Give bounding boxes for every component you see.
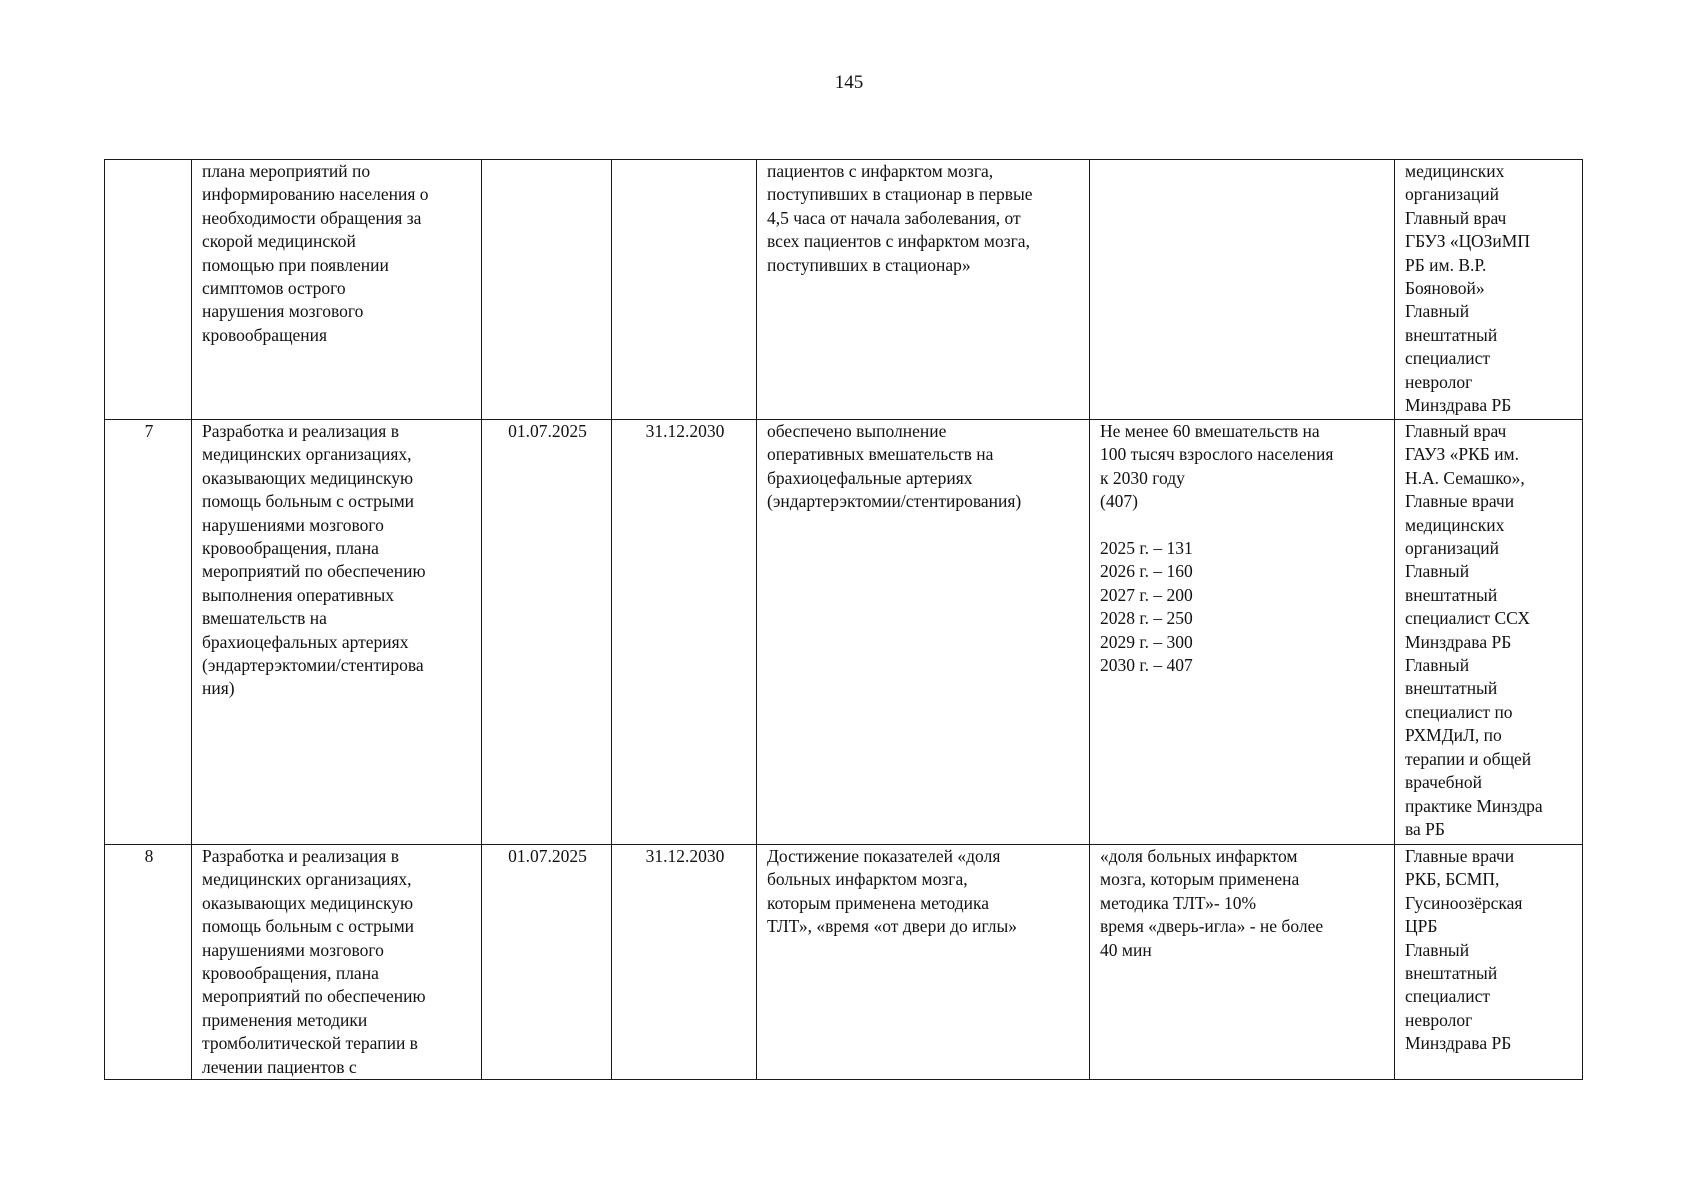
page-number: 145: [834, 72, 864, 93]
end-date-cell: [612, 160, 757, 420]
measure-cell: [192, 845, 482, 1080]
start-date: 01.07.2025: [508, 846, 587, 866]
responsible-text: Главный врач ГАУЗ «РКБ им. Н.А. Семашко», Главные врачи медицинских организаций Главный внештатный специалист ССХ Минздрава РБ Главный внештатный специалист по РХМДиЛ, по терапии и общей врачебной практике Минздра ва РБ: [1405, 421, 1543, 839]
responsible-cell: [1395, 420, 1583, 845]
end-date: 31.12.2030: [645, 421, 725, 441]
end-date-cell: [612, 420, 757, 845]
measure-text: Разработка и реализация в медицинских организациях, оказывающих медицинскую помощь больным с острыми нарушениями мозгового кровообращения, плана мероприятий по обеспечению применения методики тромболитической терапии в лечении пациентов с: [202, 846, 426, 1077]
measure-cell: [192, 420, 482, 845]
row-number-cell: [105, 845, 192, 1080]
table-row: [105, 845, 1583, 1080]
result-cell: [757, 845, 1090, 1080]
measure-text: плана мероприятий по информированию населения о необходимости обращения за скорой медицинской помощью при появлении симптомов острого нарушения мозгового кровообращения: [202, 161, 429, 345]
table-row: [105, 420, 1583, 845]
row-number: 7: [144, 421, 154, 441]
row-number-cell: [105, 420, 192, 845]
start-date: 01.07.2025: [508, 421, 587, 441]
end-date: 31.12.2030: [645, 846, 725, 866]
result-text: обеспечено выполнение оперативных вмешательств на брахиоцефальные артериях (эндартерэктомии/стентирования): [767, 421, 1022, 512]
measures-table: [104, 159, 1583, 1080]
result-cell: [757, 420, 1090, 845]
indicator-cell: [1090, 845, 1395, 1080]
row-number: 8: [144, 846, 154, 866]
result-text: пациентов с инфарктом мозга, поступивших в стационар в первые 4,5 часа от начала заболевания, от всех пациентов с инфарктом мозга, поступивших в стационар»: [767, 161, 1033, 275]
result-cell: [757, 160, 1090, 420]
indicator-text: Не менее 60 вмешательств на 100 тысяч взрослого населения к 2030 году (407) 2025 г. – 131 2026 г. – 160 2027 г. – 200 2028 г. – 250 2029 г. – 300 2030 г. – 407: [1100, 421, 1334, 676]
responsible-text: Главные врачи РКБ, БСМП, Гусиноозёрская ЦРБ Главный внештатный специалист невролог Минздрава РБ: [1405, 846, 1523, 1054]
indicator-text: «доля больных инфарктом мозга, которым применена методика ТЛТ»- 10% время «дверь-игла» - не более 40 мин: [1100, 846, 1324, 960]
measure-text: Разработка и реализация в медицинских организациях, оказывающих медицинскую помощь больным с острыми нарушениями мозгового кровообращения, плана мероприятий по обеспечению выполнения оперативных вмешательств на брахиоцефальных артериях (эндартерэктомии/стентирова ния): [202, 421, 426, 699]
start-date-cell: [482, 160, 612, 420]
row-number-cell: [105, 160, 192, 420]
start-date-cell: [482, 420, 612, 845]
indicator-cell: [1090, 160, 1395, 420]
indicator-cell: [1090, 420, 1395, 845]
responsible-text: медицинских организаций Главный врач ГБУЗ «ЦОЗиМП РБ им. В.Р. Бояновой» Главный внештатный специалист невролог Минздрава РБ: [1405, 161, 1530, 416]
responsible-cell: [1395, 160, 1583, 420]
table-row: [105, 160, 1583, 420]
result-text: Достижение показателей «доля больных инфарктом мозга, которым применена методика ТЛТ», «время «от двери до иглы»: [767, 846, 1017, 937]
start-date-cell: [482, 845, 612, 1080]
responsible-cell: [1395, 845, 1583, 1080]
end-date-cell: [612, 845, 757, 1080]
measure-cell: [192, 160, 482, 420]
